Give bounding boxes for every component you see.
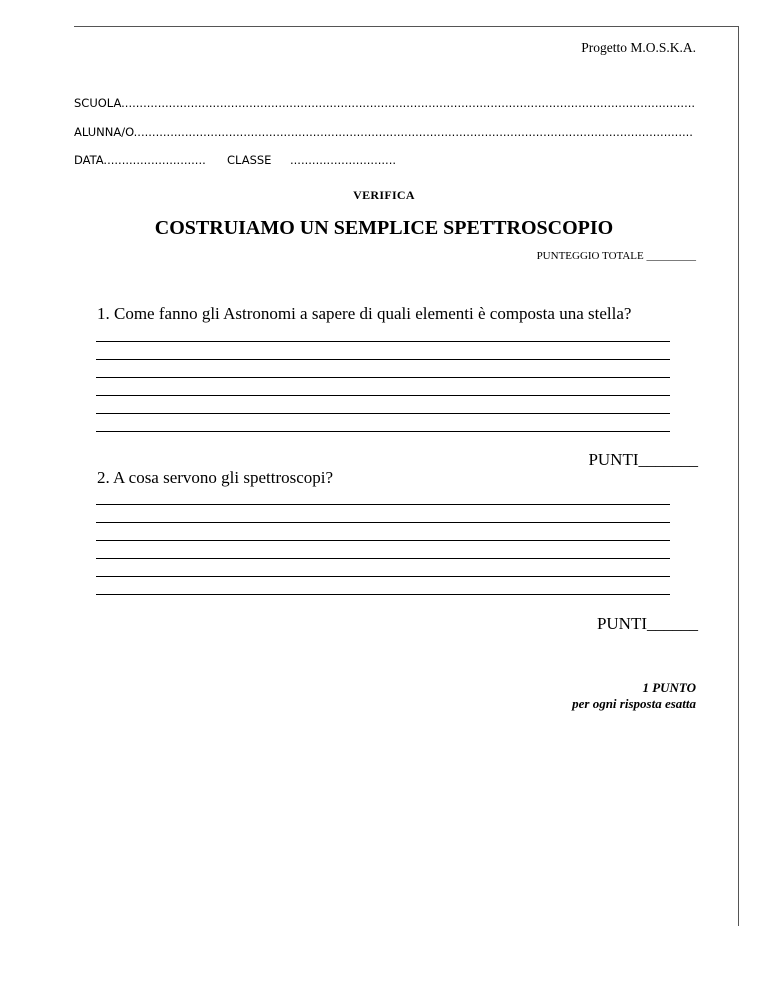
field-classe-dots: ............................. bbox=[290, 153, 397, 167]
points-1: PUNTI_______ bbox=[588, 450, 698, 469]
answer-line[interactable] bbox=[96, 505, 670, 523]
field-data: DATA............................ bbox=[74, 153, 206, 167]
page-border-top bbox=[74, 26, 739, 27]
answer-line[interactable] bbox=[96, 541, 670, 559]
field-alunno: ALUNNA/O......................................................................................................................................................... bbox=[74, 125, 693, 139]
field-classe: CLASSE bbox=[227, 153, 272, 167]
answer-line[interactable] bbox=[96, 577, 670, 595]
scoring-note-text: per ogni risposta esatta bbox=[572, 696, 696, 711]
page-border-right bbox=[738, 26, 739, 926]
answer-line[interactable] bbox=[96, 523, 670, 541]
question-1: 1. Come fanno gli Astronomi a sapere di quali elementi è composta una stella? bbox=[97, 304, 632, 323]
question-2: 2. A cosa servono gli spettroscopi? bbox=[97, 468, 334, 487]
answer-line[interactable] bbox=[96, 342, 670, 360]
field-scuola: SCUOLA............................................................................................................................................................. bbox=[74, 96, 696, 110]
points-2: PUNTI______ bbox=[596, 614, 698, 633]
answer-line[interactable] bbox=[96, 559, 670, 577]
answer-line[interactable] bbox=[96, 378, 670, 396]
scoring-note-points: 1 PUNTO bbox=[642, 680, 696, 695]
answer-line[interactable] bbox=[96, 487, 670, 505]
scoring-note bbox=[572, 680, 696, 712]
answer-line[interactable] bbox=[96, 324, 670, 342]
answer-line[interactable] bbox=[96, 396, 670, 414]
answer-line[interactable] bbox=[96, 414, 670, 432]
score-total: PUNTEGGIO TOTALE _________ bbox=[536, 250, 696, 262]
answer-line[interactable] bbox=[96, 360, 670, 378]
verifica-label: VERIFICA bbox=[353, 188, 415, 202]
header-project: Progetto M.O.S.K.A. bbox=[581, 40, 696, 55]
answer-lines-1 bbox=[96, 324, 670, 432]
answer-lines-2 bbox=[96, 487, 670, 595]
page-title: COSTRUIAMO UN SEMPLICE SPETTROSCOPIO bbox=[154, 217, 614, 239]
